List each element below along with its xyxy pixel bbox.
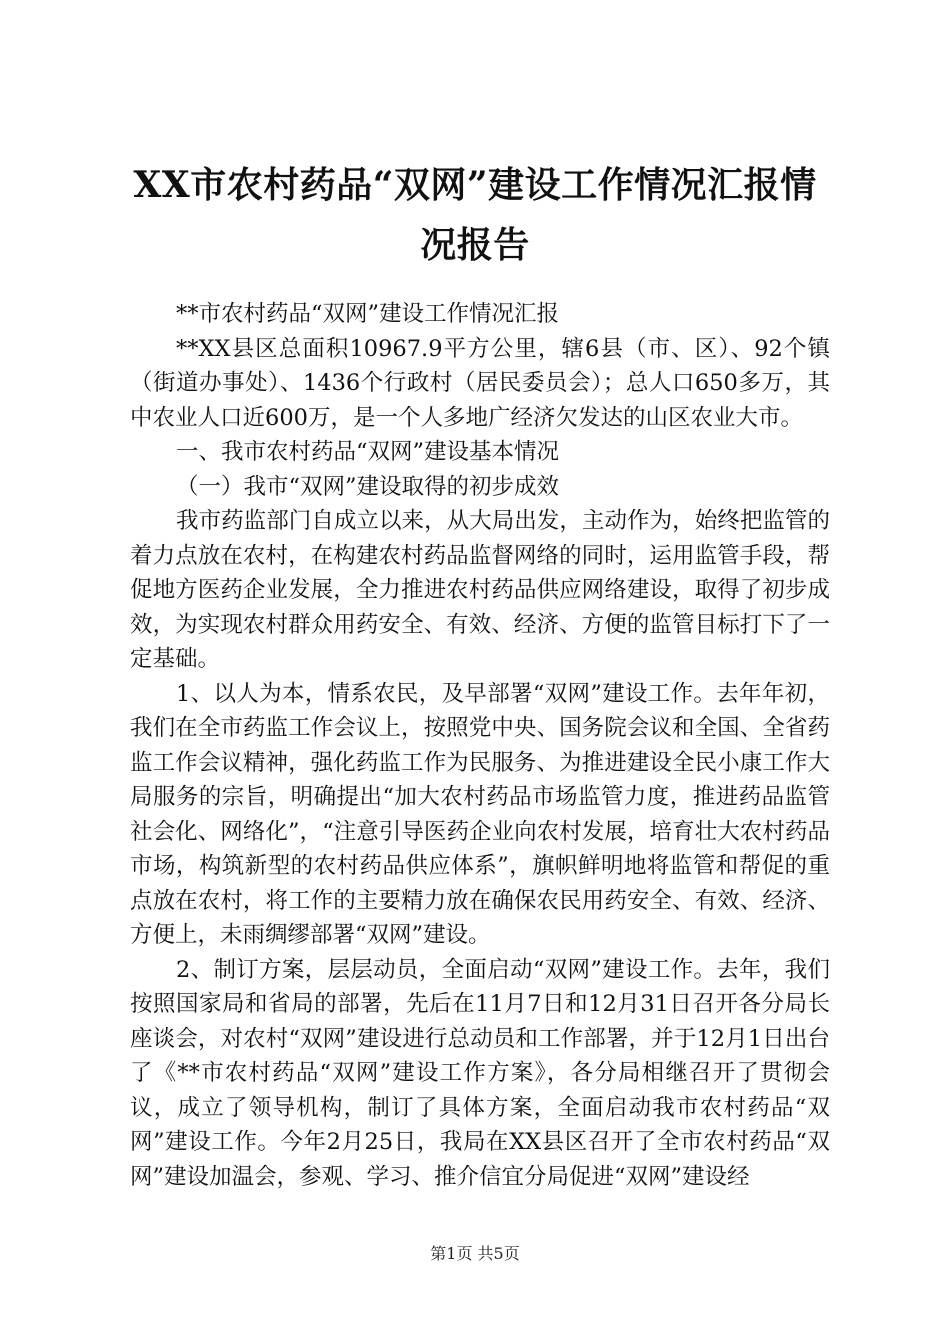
paragraph-item-1: 1、以人为本，情系农民，及早部署“双网”建设工作。去年年初，我们在全市药监工作会议上，按照党中央、国务院会议和全国、全省药监工作会议精神，强化药监工作为民服务、为推进建设全民小康工作大局服务的宗旨，明确提出“加大农村药品市场监管力度，推进药品监管社会化、网络化”，“注意引导医药企业向农村发展，培育壮大农村药品市场，构筑新型的农村药品供应体系”，旗帜鲜明地将监管和帮促的重点放在农村，将工作的主要精力放在确保农民用药安全、有效、经济、方便上，未雨绸缪部署“双网”建设。 [130,680,830,948]
document-title: XX市农村药品“双网”建设工作情况汇报情况报告 [133,164,817,266]
document-body [130,297,830,1194]
paragraph-achievements: 我市药监部门自成立以来，从大局出发，主动作为，始终把监管的着力点放在农村，在构建农村药品监督网络的同时，运用监管手段，帮促地方医药企业发展，全力推进农村药品供应网络建设，取得了初步成效，为实现农村群众用药安全、有效、经济、方便的监管目标打下了一定基础。 [130,508,830,672]
paragraph-item-2: 2、制订方案，层层动员，全面启动“双网”建设工作。去年，我们按照国家局和省局的部署，先后在11月7日和12月31日召开各分局长座谈会，对农村“双网”建设进行总动员和工作部署，并于12月1日出台了《**市农村药品“双网”建设工作方案》，各分局相继召开了贯彻会议，成立了领导机构，制订了具体方案，全面启动我市农村药品“双网”建设工作。今年2月25日，我局在XX县区召开了全市农村药品“双网”建设加温会，参观、学习、推介信宜分局促进“双网”建设经 [130,956,830,1190]
paragraph-overview: **XX县区总面积10967.9平方公里，辖6县（市、区）、92个镇（街道办事处）、1436个行政村（居民委员会）；总人口650多万，其中农业人口近600万，是一个人多地广经济欠发达的山区农业大市。 [130,335,830,431]
page-number-footer: 第1页 共5页 [430,1244,520,1263]
subsection-heading-1: （一）我市“双网”建设取得的初步成效 [176,473,560,500]
section-heading-1: 一、我市农村药品“双网”建设基本情况 [176,439,560,465]
paragraph-subtitle: **市农村药品“双网”建设工作情况汇报 [176,301,560,327]
